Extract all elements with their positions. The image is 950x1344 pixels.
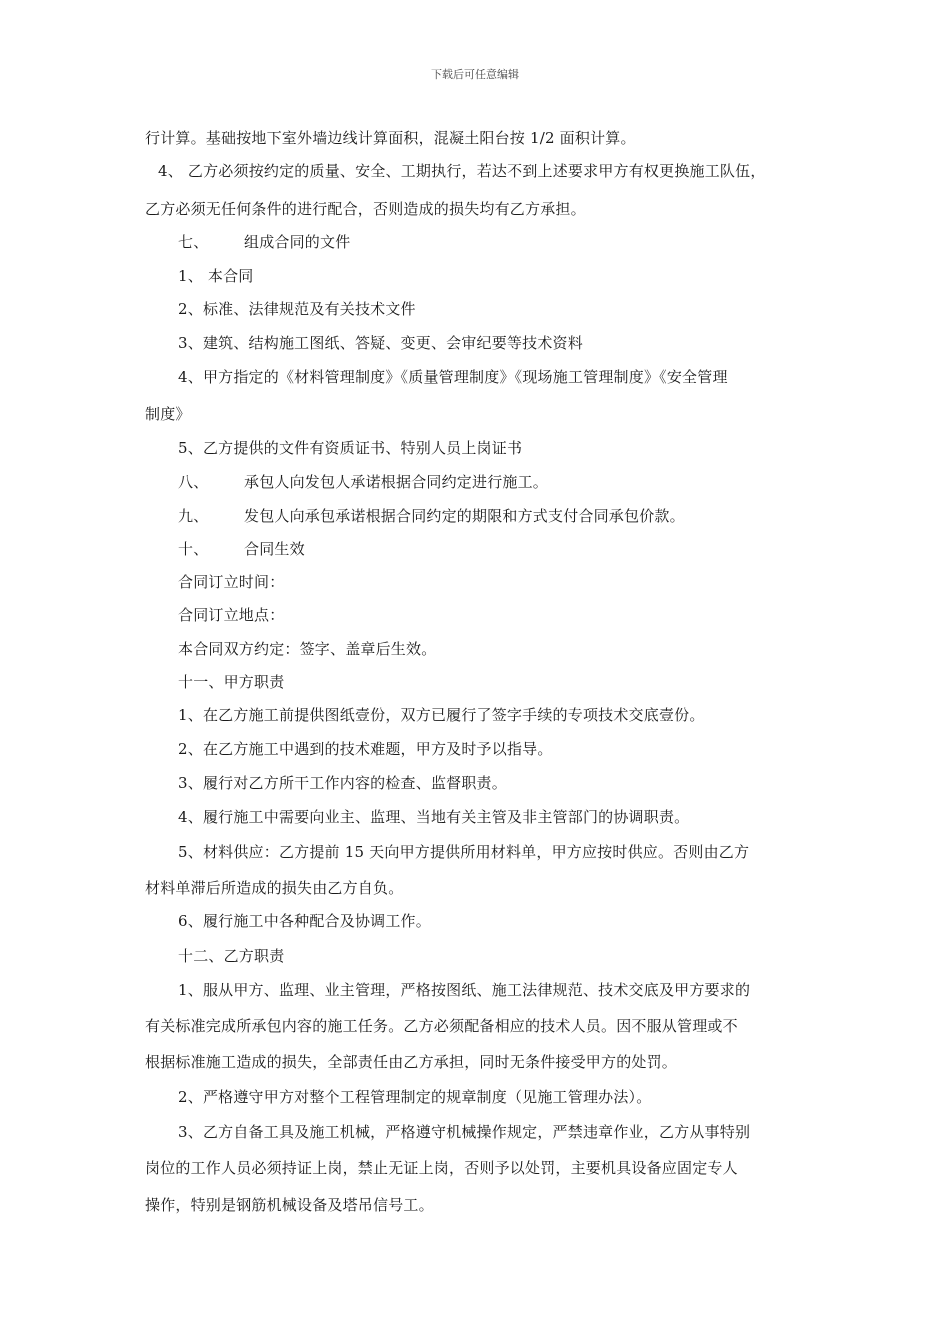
- list-item: 1、 本合同: [178, 267, 254, 285]
- list-item: 4、履行施工中需要向业主、监理、当地有关主管及非主管部门的协调职责。: [178, 808, 690, 826]
- paragraph-line: 岗位的工作人员必须持证上岗，禁止无证上岗，否则予以处罚，主要机具设备应固定专人: [145, 1159, 738, 1177]
- section-heading: [178, 472, 848, 492]
- paragraph-line: 合同订立地点：: [178, 606, 285, 624]
- section-number: 九、: [178, 507, 209, 525]
- paragraph-line: 有关标准完成所承包内容的施工任务。乙方必须配备相应的技术人员。因不服从管理或不: [145, 1017, 738, 1035]
- list-item: 2、在乙方施工中遇到的技术难题，甲方及时予以指导。: [178, 740, 553, 758]
- list-item: 5、乙方提供的文件有资质证书、特别人员上岗证书: [178, 439, 523, 457]
- section-number: 七、: [178, 233, 209, 251]
- section-number: 八、: [178, 473, 209, 491]
- list-item: 5、材料供应：乙方提前 15 天向甲方提供所用材料单，甲方应按时供应。否则由乙方: [178, 843, 750, 861]
- list-item: 1、在乙方施工前提供图纸壹份，双方已履行了签字手续的专项技术交底壹份。: [178, 706, 705, 724]
- section-heading: [178, 506, 848, 526]
- section-title: 承包人向发包人承诺根据合同约定进行施工。: [244, 473, 549, 491]
- paragraph-line: 本合同双方约定：签字、盖章后生效。: [178, 640, 437, 658]
- paragraph-line: 根据标准施工造成的损失，全部责任由乙方承担，同时无条件接受甲方的处罚。: [145, 1053, 678, 1071]
- paragraph-line: 材料单滞后所造成的损失由乙方自负。: [145, 879, 404, 897]
- list-item: 6、履行施工中各种配合及协调工作。: [178, 912, 431, 930]
- paragraph-line: 4、 乙方必须按约定的质量、安全、工期执行，若达不到上述要求甲方有权更换施工队伍，: [158, 162, 766, 180]
- paragraph-line: 制度》: [145, 405, 191, 423]
- list-item: 3、履行对乙方所干工作内容的检查、监督职责。: [178, 774, 507, 792]
- section-heading: 十一、甲方职责: [178, 673, 285, 691]
- section-number: 十、: [178, 540, 209, 558]
- list-item: 3、乙方自备工具及施工机械，严格遵守机械操作规定，严禁违章作业，乙方从事特别: [178, 1123, 751, 1141]
- paragraph-line: 乙方必须无任何条件的进行配合，否则造成的损失均有乙方承担。: [145, 200, 586, 218]
- list-item: 4、甲方指定的《材料管理制度》《质量管理制度》《现场施工管理制度》《安全管理: [178, 368, 728, 386]
- list-item: 2、标准、法律规范及有关技术文件: [178, 300, 416, 318]
- list-item: 2、严格遵守甲方对整个工程管理制定的规章制度（见施工管理办法）。: [178, 1088, 652, 1106]
- section-heading: 十二、乙方职责: [178, 947, 285, 965]
- paragraph-line: 合同订立时间：: [178, 573, 285, 591]
- section-title: 合同生效: [244, 540, 305, 558]
- section-heading: [178, 539, 848, 559]
- section-title: 发包人向承包承诺根据合同约定的期限和方式支付合同承包价款。: [244, 507, 685, 525]
- paragraph-line: 行计算。基础按地下室外墙边线计算面积，混凝土阳台按 1/2 面积计算。: [145, 129, 636, 147]
- page-header: 下载后可任意编辑: [431, 68, 519, 81]
- section-heading: [178, 232, 848, 252]
- section-title: 组成合同的文件: [244, 233, 351, 251]
- list-item: 1、服从甲方、监理、业主管理，严格按图纸、施工法律规范、技术交底及甲方要求的: [178, 981, 751, 999]
- list-item: 3、建筑、结构施工图纸、答疑、变更、会审纪要等技术资料: [178, 334, 583, 352]
- paragraph-line: 操作，特别是钢筋机械设备及塔吊信号工。: [145, 1196, 434, 1214]
